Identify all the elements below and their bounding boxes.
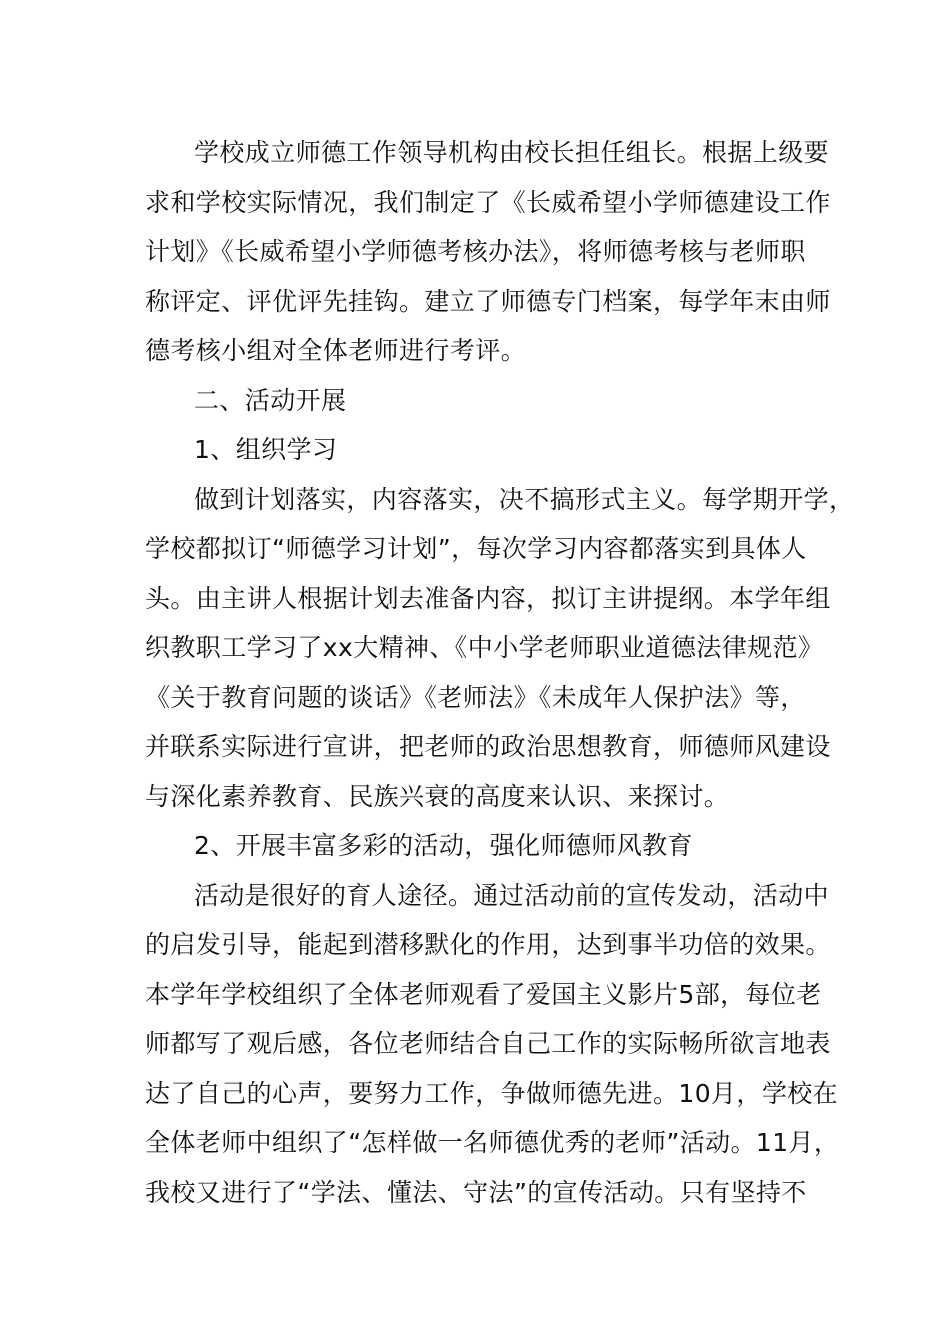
- text-line: 学校成立师德工作领导机构由校长担任组长。根据上级要: [194, 138, 830, 167]
- text-line: 全体老师中组织了“怎样做一名师德优秀的老师”活动。11月，: [145, 1128, 840, 1157]
- text-line: 《关于教育问题的谈话》《老师法》《未成年人保护法》等，: [145, 682, 806, 712]
- text-line: 学校都拟订“师德学习计划”，每次学习内容都落实到具体人: [145, 534, 807, 563]
- text-line: 达了自己的心声，要努力工作，争做师德先进。10月，学校在: [145, 1078, 839, 1108]
- text-line: 德考核小组对全体老师进行考评。: [145, 336, 527, 365]
- text-line: 并联系实际进行宣讲，把老师的政治思想教育，师德师风建设: [145, 732, 831, 761]
- text-line: 称评定、评优评先挂钩。建立了师德专门档案，每学年末由师: [145, 286, 831, 316]
- subsection-heading: 2、开展丰富多彩的活动，强化师德师风教育: [194, 831, 693, 860]
- text-line: 求和学校实际情况，我们制定了《长威希望小学师德建设工作: [145, 187, 831, 217]
- document-body: [145, 128, 855, 1217]
- text-line: 本学年学校组织了全体老师观看了爱国主义影片5部，每位老: [145, 979, 822, 1009]
- text-line: 与深化素养教育、民族兴衰的高度来认识、来探讨。: [145, 781, 730, 811]
- text-line: 师都写了观后感，各位老师结合自己工作的实际畅所欲言地表: [145, 1029, 831, 1058]
- text-line: 活动是很好的育人途径。通过活动前的宣传发动，活动中: [194, 880, 830, 910]
- text-line: 织教职工学习了xx大精神、《中小学老师职业道德法律规范》: [145, 633, 824, 662]
- text-line: 头。由主讲人根据计划去准备内容，拟订主讲提纲。本学年组: [145, 583, 831, 613]
- text-line: 做到计划落实，内容落实，决不搞形式主义。每学期开学，: [194, 484, 855, 514]
- text-line: 我校又进行了“学法、懂法、守法”的宣传活动。只有坚持不: [145, 1177, 807, 1207]
- text-line: 计划》《长威希望小学师德考核办法》，将师德考核与老师职: [145, 237, 806, 266]
- text-line: 的启发引导，能起到潜移默化的作用，达到事半功倍的效果。: [145, 930, 831, 959]
- section-heading: 二、活动开展: [194, 385, 347, 415]
- subsection-heading: 1、组织学习: [194, 435, 338, 464]
